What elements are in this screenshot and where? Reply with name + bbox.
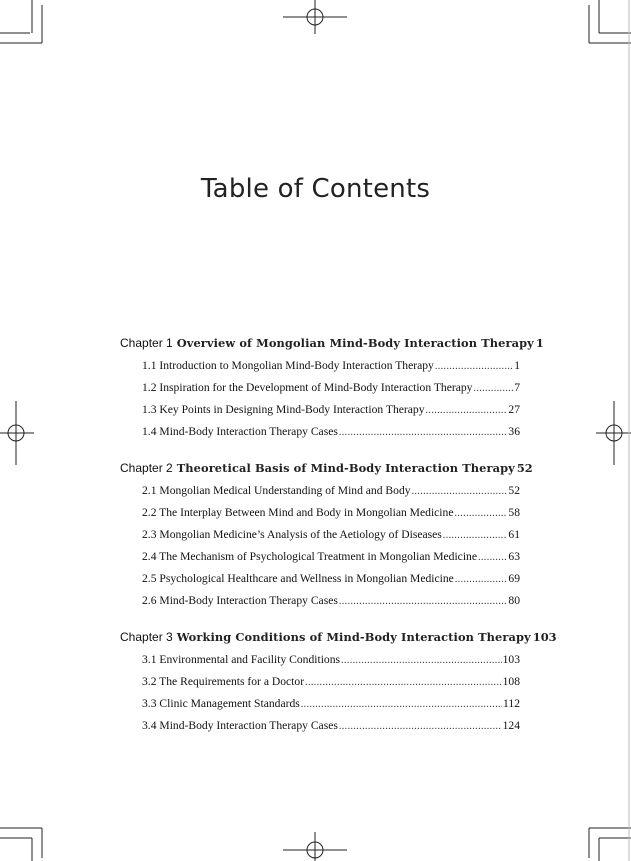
chapter-spacer [120,443,520,457]
page-number: 112 [503,697,520,710]
section-title: 3.3 Clinic Management Standards [142,697,300,710]
dot-leader [339,716,502,738]
section-title: 2.2 The Interplay Between Mind and Body in Mongolian Medicine [142,506,454,519]
toc-section-1-1[interactable] [120,355,520,377]
page-number: 80 [508,594,520,607]
section-title: 2.4 The Mechanism of Psychological Treatment in Mongolian Medicine [142,550,477,563]
section-title: 2.5 Psychological Healthcare and Wellness in Mongolian Medicine [142,572,454,585]
toc-section-2-6[interactable] [120,590,520,612]
section-title: 3.2 The Requirements for a Doctor [142,675,305,688]
dot-leader [412,481,508,503]
toc-section-2-5[interactable] [120,568,520,590]
toc-section-2-2[interactable] [120,502,520,524]
page-number: 108 [502,675,520,688]
page-number: 36 [508,425,520,438]
section-title: 2.6 Mind-Body Interaction Therapy Cases [142,594,338,607]
page-number: 103 [502,653,520,666]
section-title: 1.1 Introduction to Mongolian Mind-Body Interaction Therapy [142,359,434,372]
chapter-title: Theoretical Basis of Mind-Body Interaction Therapy [176,461,515,475]
page-number: 124 [502,719,520,732]
page-number: 58 [508,506,520,519]
toc-section-3-2[interactable] [120,671,520,693]
section-title: 3.1 Environmental and Facility Conditions [142,653,341,666]
toc-section-2-3[interactable] [120,524,520,546]
dot-leader [443,525,508,547]
dot-leader [478,547,507,569]
page-number: 61 [508,528,520,541]
section-title: 1.2 Inspiration for the Development of Mind-Body Interaction Therapy [142,381,473,394]
section-title: 3.4 Mind-Body Interaction Therapy Cases [142,719,338,732]
page-number: 1 [535,336,544,350]
page-title: Table of Contents [200,174,431,204]
dot-leader [454,503,507,525]
dot-leader [305,672,502,694]
toc-section-1-4[interactable] [120,421,520,443]
page-number: 27 [508,403,520,416]
page-number: 69 [508,572,520,585]
toc-section-3-1[interactable] [120,649,520,671]
toc-section-3-3[interactable] [120,693,520,715]
dot-leader [341,650,502,672]
toc-section-2-1[interactable] [120,480,520,502]
toc-section-2-4[interactable] [120,546,520,568]
chapter-number: Chapter 3 [120,630,173,644]
toc-chapter-3[interactable] [120,626,557,649]
page-number: 52 [508,484,520,497]
page-number: 52 [516,461,533,475]
section-title: 2.1 Mongolian Medical Understanding of Mind and Body [142,484,411,497]
chapter-spacer [120,612,520,626]
page-number: 103 [532,630,557,644]
page-number: 1 [514,359,520,372]
chapter-number: Chapter 2 [120,461,173,475]
chapter-title: Overview of Mongolian Mind-Body Interaction Therapy [176,336,534,350]
section-title: 1.4 Mind-Body Interaction Therapy Cases [142,425,338,438]
table-of-contents [120,332,557,737]
dot-leader [339,422,508,444]
page-number: 63 [508,550,520,563]
toc-chapter-1[interactable] [120,332,544,355]
toc-section-3-4[interactable] [120,715,520,737]
dot-leader [455,569,508,591]
dot-leader [426,400,508,422]
chapter-number: Chapter 1 [120,336,173,350]
chapter-title: Working Conditions of Mind-Body Interaction Therapy [176,630,531,644]
toc-chapter-2[interactable] [120,457,533,480]
toc-section-1-3[interactable] [120,399,520,421]
page-number: 7 [514,381,520,394]
dot-leader [473,378,513,400]
dot-leader [301,694,502,716]
section-title: 1.3 Key Points in Designing Mind-Body Interaction Therapy [142,403,425,416]
toc-section-1-2[interactable] [120,377,520,399]
dot-leader [339,591,508,613]
dot-leader [435,356,513,378]
section-title: 2.3 Mongolian Medicine’s Analysis of the Aetiology of Diseases [142,528,442,541]
